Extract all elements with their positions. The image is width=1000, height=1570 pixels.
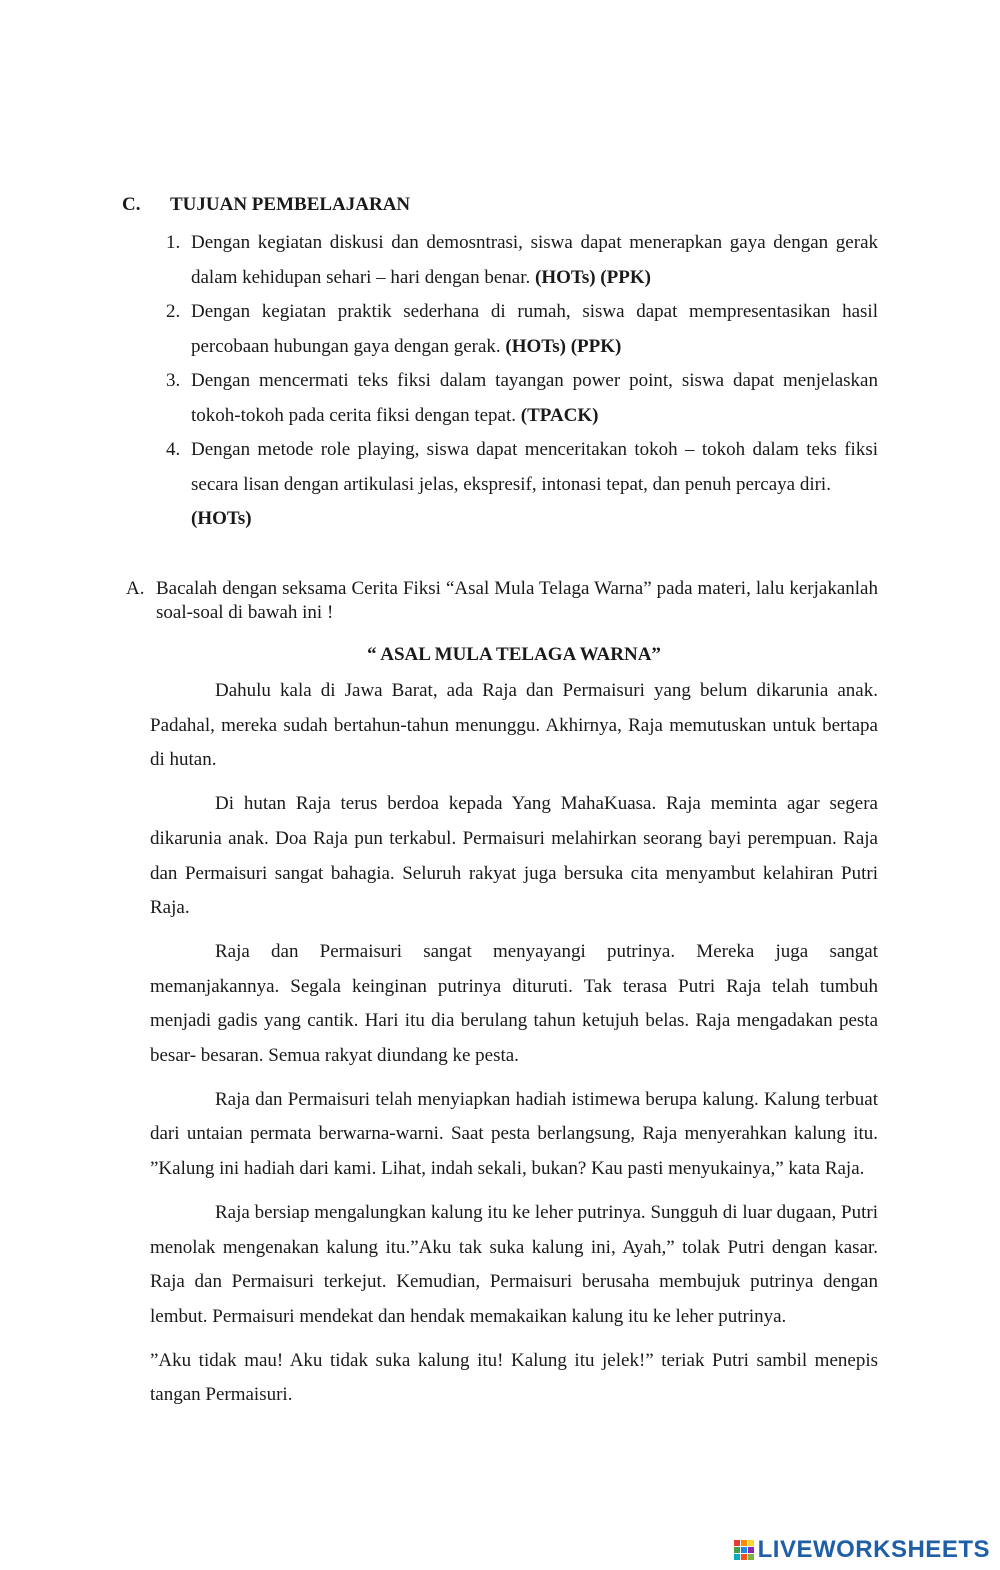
- instruction-letter: A.: [126, 578, 145, 599]
- logo-tile: [734, 1547, 740, 1553]
- brand-name: LIVEWORKSHEETS: [757, 1536, 990, 1563]
- objective-number: 2.: [166, 301, 181, 322]
- story-paragraph: Raja dan Permaisuri telah menyiapkan hadiah istimewa berupa kalung. Kalung terbuat dari untaian permata berwarna-warni. Saat pesta berlangsung, Raja menyerahkan kalung itu. ”Kalung ini hadiah dari kami. Lihat, indah sekali, bukan? Kau pasti menyukainya,” kata Raja.: [150, 1088, 878, 1180]
- logo-grid-icon: [734, 1540, 754, 1560]
- story-paragraph: Di hutan Raja terus berdoa kepada Yang MahaKuasa. Raja meminta agar segera dikarunia anak. Doa Raja pun terkabul. Permaisuri melahirkan seorang bayi perempuan. Raja dan Permaisuri sangat bahagia. Seluruh rakyat juga bersuka cita menyambut kelahiran Putri Raja.: [150, 793, 878, 919]
- story-title: “ ASAL MULA TELAGA WARNA”: [367, 644, 661, 665]
- objective-item: [166, 364, 878, 433]
- objective-tag: (TPACK): [520, 404, 599, 426]
- instruction-text: Bacalah dengan seksama Cerita Fiksi “Asal Mula Telaga Warna” pada materi, lalu kerjakanlah soal-soal di bawah ini !: [156, 578, 878, 623]
- section-c-heading: [122, 194, 410, 216]
- objective-text: Dengan metode role playing, siswa dapat menceritakan tokoh – tokoh dalam teks fiksi secara lisan dengan artikulasi jelas, ekspresif, intonasi tepat, dan penuh percaya diri.: [191, 439, 878, 495]
- objective-number: 3.: [166, 370, 181, 391]
- story-paragraph: Dahulu kala di Jawa Barat, ada Raja dan Permaisuri yang belum dikarunia anak. Padahal, mereka sudah bertahun-tahun menunggu. Akhirnya, Raja memutuskan untuk bertapa di hutan.: [150, 680, 878, 771]
- objective-number: 1.: [166, 232, 181, 253]
- logo-tile: [741, 1540, 747, 1546]
- objective-text: Dengan mencermati teks fiksi dalam tayangan power point, siswa dapat menjelaskan tokoh-tokoh pada cerita fiksi dengan tepat.: [191, 370, 878, 426]
- objective-item: [166, 295, 878, 364]
- objective-item: [166, 226, 878, 295]
- logo-tile: [748, 1540, 754, 1546]
- story-paragraph: ”Aku tidak mau! Aku tidak suka kalung itu! Kalung itu jelek!” teriak Putri sambil menepis tangan Permaisuri.: [150, 1349, 878, 1406]
- logo-tile: [748, 1554, 754, 1560]
- logo-tile: [741, 1547, 747, 1553]
- section-letter: C.: [122, 194, 141, 215]
- instruction: [126, 577, 878, 625]
- liveworksheets-logo: [734, 1536, 990, 1564]
- objective-text: Dengan kegiatan diskusi dan demosntrasi, siswa dapat menerapkan gaya dengan gerak dalam kehidupan sehari – hari dengan benar.: [191, 232, 878, 288]
- section-title: TUJUAN PEMBELAJARAN: [170, 194, 411, 215]
- logo-tile: [734, 1554, 740, 1560]
- objective-text: Dengan kegiatan praktik sederhana di rumah, siswa dapat mempresentasikan hasil percobaan hubungan gaya dengan gerak.: [191, 301, 878, 357]
- logo-tile: [741, 1554, 747, 1560]
- objective-tag: (HOTs) (PPK): [535, 266, 651, 288]
- logo-tile: [748, 1547, 754, 1553]
- objective-tag: (HOTs): [191, 508, 252, 529]
- story-paragraph: Raja dan Permaisuri sangat menyayangi putrinya. Mereka juga sangat memanjakannya. Segala keinginan putrinya dituruti. Tak terasa Putri Raja telah tumbuh menjadi gadis yang cantik. Hari itu dia berulang tahun ketujuh belas. Raja mengadakan pesta besar- besaran. Semua rakyat diundang ke pesta.: [150, 940, 878, 1067]
- objective-item: [166, 433, 878, 537]
- story-body: [150, 674, 878, 1422]
- story-paragraph: Raja bersiap mengalungkan kalung itu ke leher putrinya. Sungguh di luar dugaan, Putri menolak mengenakan kalung itu.”Aku tak suka kalung ini, Ayah,” tolak Putri dengan kasar. Raja dan Permaisuri terkejut. Kemudian, Permaisuri berusaha membujuk putrinya dengan lembut. Permaisuri mendekat dan hendak memakaikan kalung itu ke leher putrinya.: [150, 1201, 878, 1327]
- objective-tag: (HOTs) (PPK): [505, 335, 622, 357]
- objective-list: [166, 226, 878, 537]
- objective-number: 4.: [166, 439, 181, 460]
- logo-tile: [734, 1540, 740, 1546]
